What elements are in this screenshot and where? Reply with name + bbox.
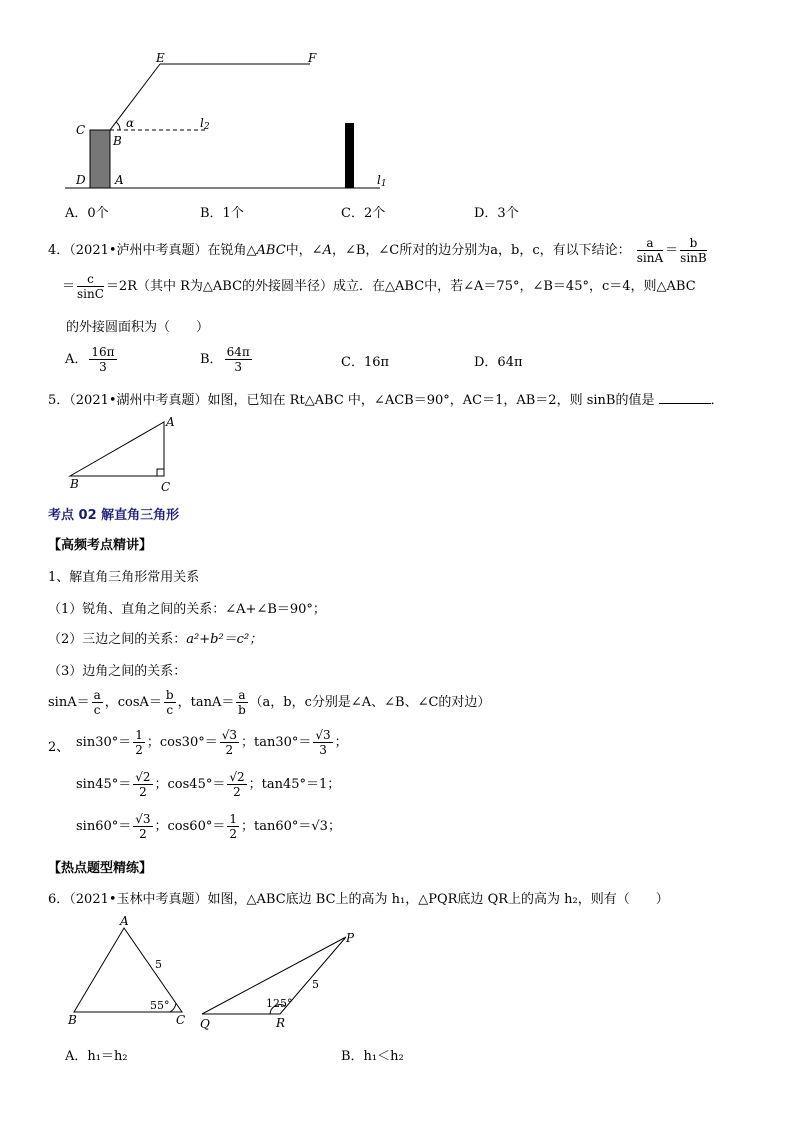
section-p1: 1、解直角三角形常用关系	[48, 570, 200, 585]
label-e: E	[156, 51, 165, 65]
label-a: A	[115, 173, 124, 187]
section-sub-heading-1: 【高频考点精讲】	[48, 538, 153, 553]
section-title: 考点 02 解直角三角形	[48, 508, 180, 523]
q3-option-b: B．1个	[200, 206, 244, 221]
q5-label-c: C	[161, 480, 171, 494]
frac-a-over-sina: $\frac{a}{\sin A}$	[636, 236, 664, 265]
row-45-degrees: sin45°＝ $\frac{√2}{2}$ ；cos45°＝ $\frac{√2}{2}$ ；tan45°＝1；	[76, 770, 341, 799]
q3-option-a: A．0个	[65, 206, 109, 221]
q3-option-d: D．3个	[474, 206, 519, 221]
q4-line1: 4．（2021•泸州中考真题）在锐角△ABC中，∠A，∠B，∠C所对的边分别为a，b，c，有以下结论： $\frac{a}{\sin A}$ ＝ $\frac{b}{\sin B}$	[48, 236, 707, 265]
q4-stem-start: 4．（2021•泸州中考真题）在锐角△	[48, 243, 257, 258]
q6-side-5-b: 5	[312, 978, 319, 991]
q5-right-triangle	[60, 412, 190, 494]
angle-alpha-arc	[116, 122, 120, 130]
frac-c-over-sinc: $\frac{c}{\sin C}$	[77, 272, 104, 301]
q6-triangles-figure	[60, 910, 380, 1035]
q4-option-a: A． $\frac{16\pi}{3}$	[65, 345, 115, 374]
q4-option-d: D．64π	[474, 355, 523, 370]
q4-line2-text: ＝2R（其中 R为△ABC的外接圆半径）成立．在△ABC中，若∠A＝75°，∠B＝45°，c＝4，则△ABC	[105, 279, 696, 294]
q6-label-b: B	[68, 1013, 77, 1027]
q5-label-b: B	[70, 477, 79, 491]
q5-stem: 5．（2021•湖州中考真题）如图，已知在 Rt△ABC 中，∠ACB＝90°，AC＝1，AB＝2，则 sinB的值是 ．	[48, 393, 724, 408]
special-values-head: 2、	[48, 740, 70, 755]
q3-option-c: C．2个	[341, 206, 386, 221]
q4-abc: ABC	[256, 243, 286, 258]
label-d: D	[76, 173, 86, 187]
row-60-degrees: sin60°＝ $\frac{√3}{2}$ ；cos60°＝ $\frac{1}{2}$ ；tan60°＝√3；	[76, 812, 341, 841]
q4-line3: 的外接圆面积为（ ）	[66, 320, 210, 335]
q5-answer-blank[interactable]	[659, 391, 711, 404]
label-alpha: α	[126, 116, 135, 130]
q6-label-r: R	[276, 1016, 286, 1030]
q4-line2: ＝ $\frac{c}{\sin C}$ ＝2R（其中 R为△ABC的外接圆半径）成立．在△ABC中，若∠A＝75°，∠B＝45°，c＝4，则△ABC	[62, 272, 696, 301]
tower-bar	[345, 123, 354, 188]
q6-angle-125: 125°	[266, 997, 293, 1010]
section-sub-heading-2: 【热点题型精练】	[48, 861, 153, 876]
label-f: F	[308, 51, 317, 65]
label-l1: l1	[377, 173, 387, 189]
section-p4: （3）边角之间的关系：	[48, 664, 187, 679]
q6-label-c: C	[176, 1013, 186, 1027]
q4-stem-mid: 中，∠	[285, 243, 323, 258]
q6-side-5-a: 5	[155, 958, 162, 971]
building-cd	[90, 130, 110, 188]
q6-label-a: A	[120, 914, 129, 928]
q6-label-q: Q	[200, 1017, 210, 1031]
trig-definitions: sinA＝ $\frac{a}{c}$ ，cosA＝ $\frac{b}{c}$ ，tanA＝ $\frac{a}{b}$ （a，b，c分别是∠A、∠B、∠C的对边）	[48, 688, 491, 717]
q6-label-p: P	[346, 931, 355, 945]
label-l2: l2	[200, 116, 210, 132]
q4-stem-rest: ，∠B，∠C所对的边分别为a，b，c，有以下结论：	[331, 243, 631, 258]
row-30-degrees: sin30°＝ $\frac{1}{2}$ ；cos30°＝ $\frac{√3}{2}$ ；tan30°＝ $\frac{√3}{3}$ ；	[76, 728, 348, 757]
label-b: B	[113, 134, 122, 148]
line-be	[110, 64, 160, 130]
section-p3: （2）三边之间的关系：a²+b²＝c²；	[48, 632, 263, 647]
frac-b-over-sinb: $\frac{b}{\sin B}$	[680, 236, 707, 265]
q4-option-b: B． $\frac{64\pi}{3}$	[200, 345, 250, 374]
q5-label-a: A	[166, 415, 175, 429]
q4-option-c: C．16π	[341, 355, 390, 370]
label-c: C	[76, 123, 86, 137]
q6-stem: 6．（2021•玉林中考真题）如图，△ABC底边 BC上的高为 h₁，△PQR底边 QR上的高为 h₂，则有（ ）	[48, 892, 669, 907]
q6-option-a: A．h₁＝h₂	[65, 1049, 128, 1064]
q6-angle-55: 55°	[150, 999, 170, 1012]
figure-elevation-diagram	[60, 45, 400, 195]
q6-option-b: B．h₁＜h₂	[341, 1049, 404, 1064]
section-p2: （1）锐角、直角之间的关系：∠A+∠B＝90°；	[48, 602, 326, 617]
